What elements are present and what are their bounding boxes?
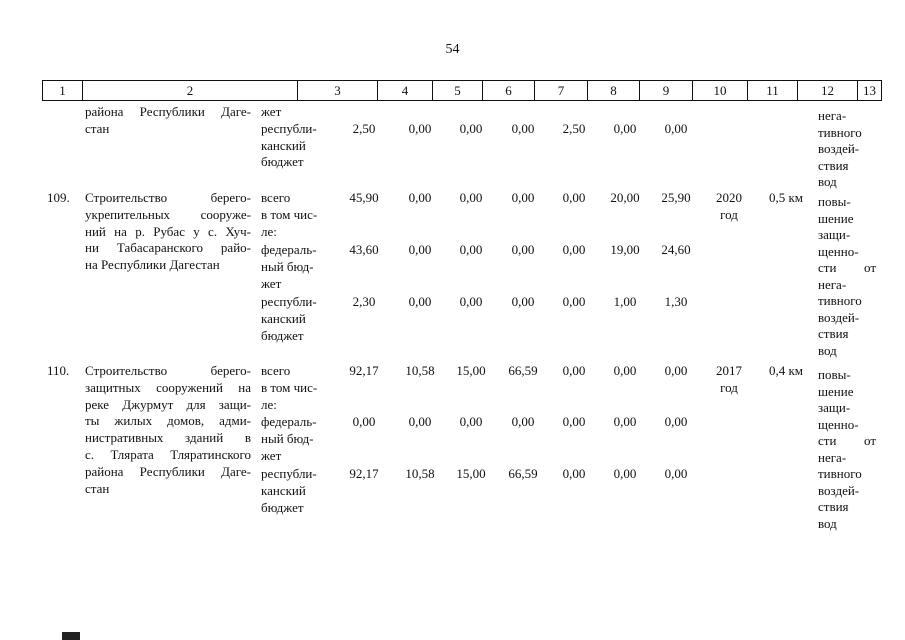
value-cell: 0,00 <box>562 190 586 205</box>
header-cell-4: 4 <box>378 81 433 100</box>
value-cell: 15,00 <box>456 363 486 378</box>
value-cell: 0,00 <box>511 190 535 205</box>
value-cell: 2,30 <box>352 294 376 309</box>
header-cell-9: 9 <box>640 81 693 100</box>
value-cell: 92,17 <box>349 466 379 481</box>
value-cell: 19,00 <box>610 242 640 257</box>
value-cell: 0,00 <box>459 294 483 309</box>
continuation-description: района Республики Даге- стан <box>85 104 251 136</box>
value-cell: 0,00 <box>511 242 535 257</box>
header-cell-5: 5 <box>433 81 483 100</box>
header-cell-1: 1 <box>43 81 83 100</box>
page-number: 54 <box>445 42 460 57</box>
header-cell-7: 7 <box>535 81 588 100</box>
scan-artifact <box>62 632 80 640</box>
value-cell: 0,00 <box>613 363 637 378</box>
value-cell: 66,59 <box>508 466 538 481</box>
value-cell: 0,00 <box>613 466 637 481</box>
value-cell: 0,00 <box>459 190 483 205</box>
value-cell: 0,00 <box>408 121 432 136</box>
value-cell: 0,00 <box>562 242 586 257</box>
value-cell: 0,00 <box>664 121 688 136</box>
capacity-cell: 0,4 км <box>768 363 804 378</box>
value-cell: 2,50 <box>352 121 376 136</box>
row-effect: повы- шение защи- щенно- сти от нега- тивного воздей- ствия вод <box>818 367 876 531</box>
value-cell: 25,90 <box>661 190 691 205</box>
row-description: Строительство берего- укрепительных сооруже- ний на р. Рубас у с. Хуч- ни Табасаранского райо- на Республики Дагестан <box>85 190 251 273</box>
header-cell-6: 6 <box>483 81 535 100</box>
value-cell: 1,00 <box>613 294 637 309</box>
value-cell: 0,00 <box>613 414 637 429</box>
year-cell: 2017 год <box>716 363 742 395</box>
value-cell: 0,00 <box>511 121 535 136</box>
header-cell-2: 2 <box>83 81 298 100</box>
header-cell-3: 3 <box>298 81 378 100</box>
value-cell: 0,00 <box>408 414 432 429</box>
value-cell: 1,30 <box>664 294 688 309</box>
value-cell: 0,00 <box>664 414 688 429</box>
row-effect: повы- шение защи- щенно- сти от нега- тивного воздей- ствия вод <box>818 194 876 358</box>
value-cell: 10,58 <box>405 363 435 378</box>
value-cell: 0,00 <box>664 363 688 378</box>
value-cell: 43,60 <box>349 242 379 257</box>
row-number: 109. <box>47 190 70 205</box>
table-header <box>42 80 882 101</box>
value-cell: 0,00 <box>562 466 586 481</box>
value-cell: 0,00 <box>459 121 483 136</box>
value-cell: 0,00 <box>562 414 586 429</box>
year-cell: 2020 год <box>716 190 742 222</box>
value-cell: 20,00 <box>610 190 640 205</box>
value-cell: 0,00 <box>408 190 432 205</box>
value-cell: 0,00 <box>562 363 586 378</box>
value-cell: 24,60 <box>661 242 691 257</box>
source-total: всего в том чис- ле: <box>261 363 318 412</box>
value-cell: 2,50 <box>562 121 586 136</box>
header-cell-10: 10 <box>693 81 748 100</box>
header-cell-8: 8 <box>588 81 640 100</box>
source-federal: федераль- ный бюд- жет <box>261 242 317 291</box>
source-republic: республи- канский бюджет <box>261 294 317 343</box>
row-number: 110. <box>47 363 70 378</box>
source-total: всего в том чис- ле: <box>261 190 318 239</box>
header-cell-12: 12 <box>798 81 858 100</box>
value-cell: 0,00 <box>562 294 586 309</box>
header-cell-11: 11 <box>748 81 798 100</box>
value-cell: 45,90 <box>349 190 379 205</box>
continuation-source: жет республи- канский бюджет <box>261 104 317 170</box>
capacity-cell: 0,5 км <box>768 190 804 205</box>
value-cell: 0,00 <box>408 294 432 309</box>
value-cell: 0,00 <box>511 414 535 429</box>
row-description: Строительство берего- защитных сооружений на реке Джурмут для защи- ты жилых домов, адми- нистративных зданий в с. Тлярата Тляратинского района Республики Даге- стан <box>85 363 251 496</box>
value-cell: 0,00 <box>459 242 483 257</box>
value-cell: 15,00 <box>456 466 486 481</box>
value-cell: 0,00 <box>459 414 483 429</box>
value-cell: 92,17 <box>349 363 379 378</box>
value-cell: 0,00 <box>664 466 688 481</box>
value-cell: 10,58 <box>405 466 435 481</box>
source-republic: республи- канский бюджет <box>261 466 317 515</box>
value-cell: 0,00 <box>408 242 432 257</box>
value-cell: 0,00 <box>352 414 376 429</box>
continuation-effect: нега- тивного воздей- ствия вод <box>818 108 862 189</box>
header-cell-13: 13 <box>863 83 876 98</box>
source-federal: федераль- ный бюд- жет <box>261 414 317 463</box>
value-cell: 0,00 <box>511 294 535 309</box>
value-cell: 66,59 <box>508 363 538 378</box>
value-cell: 0,00 <box>613 121 637 136</box>
